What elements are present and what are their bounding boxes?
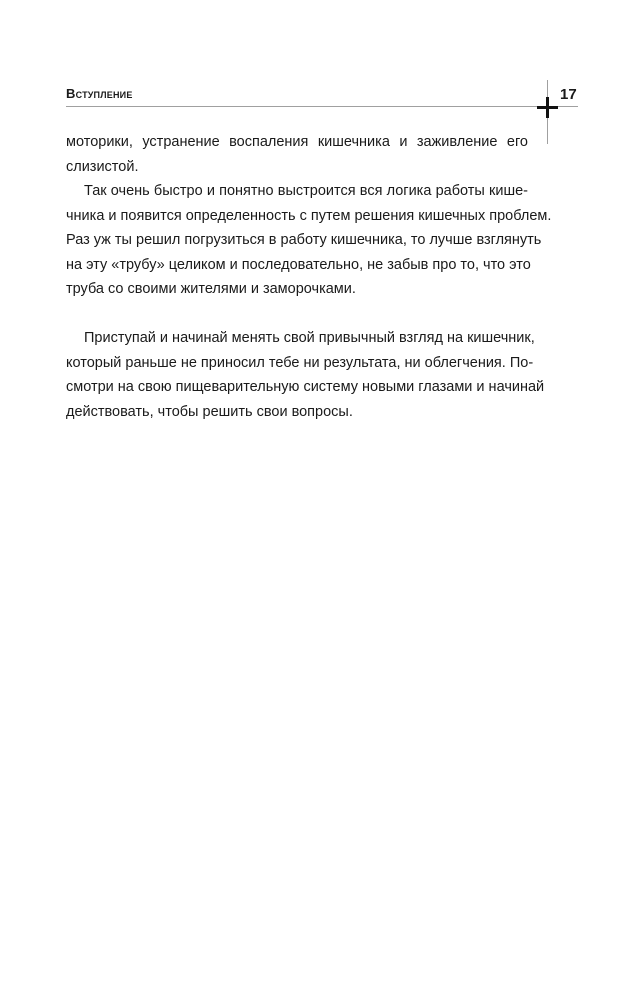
crosshair-mark-vertical	[546, 97, 549, 118]
paragraph-3	[66, 326, 545, 424]
running-title: Вступление	[66, 86, 133, 101]
page-number: 17	[560, 86, 577, 103]
header-rule-right	[558, 106, 578, 107]
paragraph-1	[66, 130, 528, 179]
paragraph-gap	[66, 302, 528, 327]
text-line: слизистой.	[66, 158, 139, 175]
text-line: моторики, устранение воспаления кишечника и заживление его	[66, 134, 528, 150]
text-line: который раньше не приносил тебе ни результата, ни облегчения. По-	[66, 354, 534, 371]
text-line: чника и появится определенность с путем решения кишечных проблем.	[66, 207, 552, 224]
text-line: действовать, чтобы решить свои вопросы.	[66, 403, 353, 420]
text-line: Раз уж ты решил погрузиться в работу кишечника, то лучше взглянуть	[66, 232, 542, 248]
text-line: Приступай и начинай менять свой привычный взгляд на кишечник,	[84, 330, 535, 346]
paragraph-2	[66, 179, 552, 302]
text-line: труба со своими жителями и заморочками.	[66, 281, 356, 297]
text-line: смотри на свою пищеварительную систему новыми глазами и начинай	[66, 379, 545, 395]
body-text	[66, 130, 552, 424]
text-line: Так очень быстро и понятно выстроится вся логика работы кише-	[84, 183, 528, 199]
text-line: на эту «трубу» целиком и последовательно, не забыв про то, что это	[66, 256, 531, 273]
header-rule	[66, 106, 546, 107]
running-header	[66, 84, 546, 106]
